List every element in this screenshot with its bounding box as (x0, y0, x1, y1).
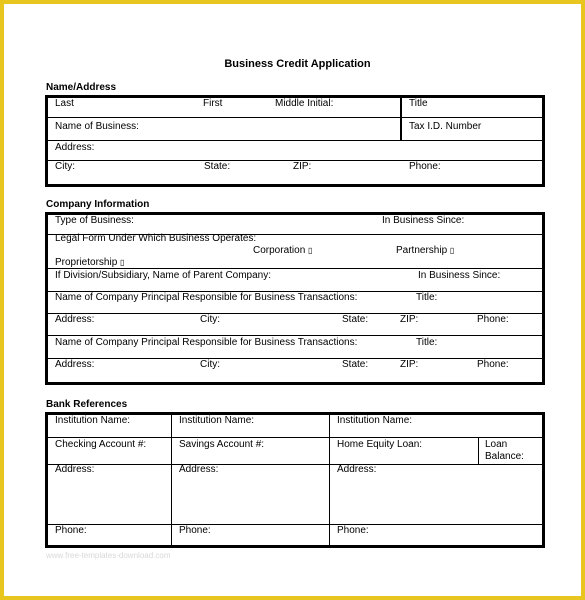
section-heading-bank-references: Bank References (46, 399, 128, 410)
principal-state-field-2[interactable]: State: (342, 359, 369, 370)
bank-phone-field-2[interactable]: Phone: (179, 525, 211, 536)
divider (46, 335, 544, 336)
phone-field[interactable]: Phone: (409, 161, 441, 172)
tax-id-field[interactable]: Tax I.D. Number (409, 121, 482, 132)
legal-form-label: Legal Form Under Which Business Operates: (55, 233, 257, 244)
divider (400, 95, 402, 141)
divider (46, 117, 544, 118)
divider (171, 413, 172, 547)
institution-name-field-2[interactable]: Institution Name: (179, 415, 255, 426)
principal-address-field-2[interactable]: Address: (55, 359, 95, 370)
bank-address-field-1[interactable]: Address: (55, 464, 95, 475)
checkbox-icon[interactable]: ▯ (449, 246, 455, 255)
zip-field[interactable]: ZIP: (293, 161, 312, 172)
title-field[interactable]: Title (409, 98, 428, 109)
footer-watermark: www.free-templates-download.com (46, 551, 171, 560)
principal-city-field[interactable]: City: (200, 314, 220, 325)
savings-account-field[interactable]: Savings Account #: (179, 439, 265, 450)
bank-phone-field-3[interactable]: Phone: (337, 525, 369, 536)
city-field[interactable]: City: (55, 161, 75, 172)
partnership-option[interactable]: Partnership ▯ (396, 245, 455, 256)
divider (46, 313, 544, 314)
checkbox-icon[interactable]: ▯ (308, 246, 313, 255)
divider (478, 438, 479, 465)
divider (46, 358, 544, 359)
bank-address-field-2[interactable]: Address: (179, 464, 219, 475)
home-equity-loan-field[interactable]: Home Equity Loan: (337, 439, 423, 450)
divider (46, 140, 544, 141)
principal-title-field[interactable]: Title: (416, 292, 438, 303)
middle-initial-field[interactable]: Middle Initial: (275, 98, 334, 109)
last-name-field[interactable]: Last (55, 98, 74, 109)
principal-address-field[interactable]: Address: (55, 314, 95, 325)
divider (46, 524, 544, 525)
principal-title-field-2[interactable]: Title: (416, 337, 438, 348)
section-heading-company-information: Company Information (46, 199, 150, 210)
in-business-since-field[interactable]: In Business Since: (382, 215, 465, 226)
principal-city-field-2[interactable]: City: (200, 359, 220, 370)
type-of-business-field[interactable]: Type of Business: (55, 215, 134, 226)
principal-phone-field[interactable]: Phone: (477, 314, 509, 325)
principal-name-field-2[interactable]: Name of Company Principal Responsible for Business Transactions: (55, 337, 358, 348)
divider (329, 413, 330, 547)
business-name-field[interactable]: Name of Business: (55, 121, 139, 132)
institution-name-field-1[interactable]: Institution Name: (55, 415, 131, 426)
proprietorship-option[interactable]: Proprietorship ▯ (55, 257, 125, 268)
document-title: Business Credit Application (224, 58, 371, 70)
in-business-since-field-2[interactable]: In Business Since: (418, 270, 501, 281)
address-field[interactable]: Address: (55, 142, 95, 153)
checkbox-icon[interactable]: ▯ (120, 258, 125, 267)
loan-balance-field-line2[interactable]: Balance: (485, 451, 524, 462)
divider (46, 464, 544, 465)
bank-address-field-3[interactable]: Address: (337, 464, 377, 475)
bank-phone-field-1[interactable]: Phone: (55, 525, 87, 536)
bank-references-box (45, 412, 545, 548)
corporation-option[interactable]: Corporation ▯ (253, 245, 313, 256)
institution-name-field-3[interactable]: Institution Name: (337, 415, 413, 426)
principal-state-field[interactable]: State: (342, 314, 369, 325)
first-name-field[interactable]: First (203, 98, 223, 109)
section-heading-name-address: Name/Address (46, 82, 117, 93)
principal-zip-field[interactable]: ZIP: (400, 314, 419, 325)
loan-balance-field[interactable]: Loan (485, 439, 508, 450)
checking-account-field[interactable]: Checking Account #: (55, 439, 147, 450)
principal-name-field[interactable]: Name of Company Principal Responsible for Business Transactions: (55, 292, 358, 303)
divider (46, 437, 544, 438)
principal-zip-field-2[interactable]: ZIP: (400, 359, 419, 370)
state-field[interactable]: State: (204, 161, 231, 172)
principal-phone-field-2[interactable]: Phone: (477, 359, 509, 370)
parent-company-field[interactable]: If Division/Subsidiary, Name of Parent Company: (55, 270, 272, 281)
